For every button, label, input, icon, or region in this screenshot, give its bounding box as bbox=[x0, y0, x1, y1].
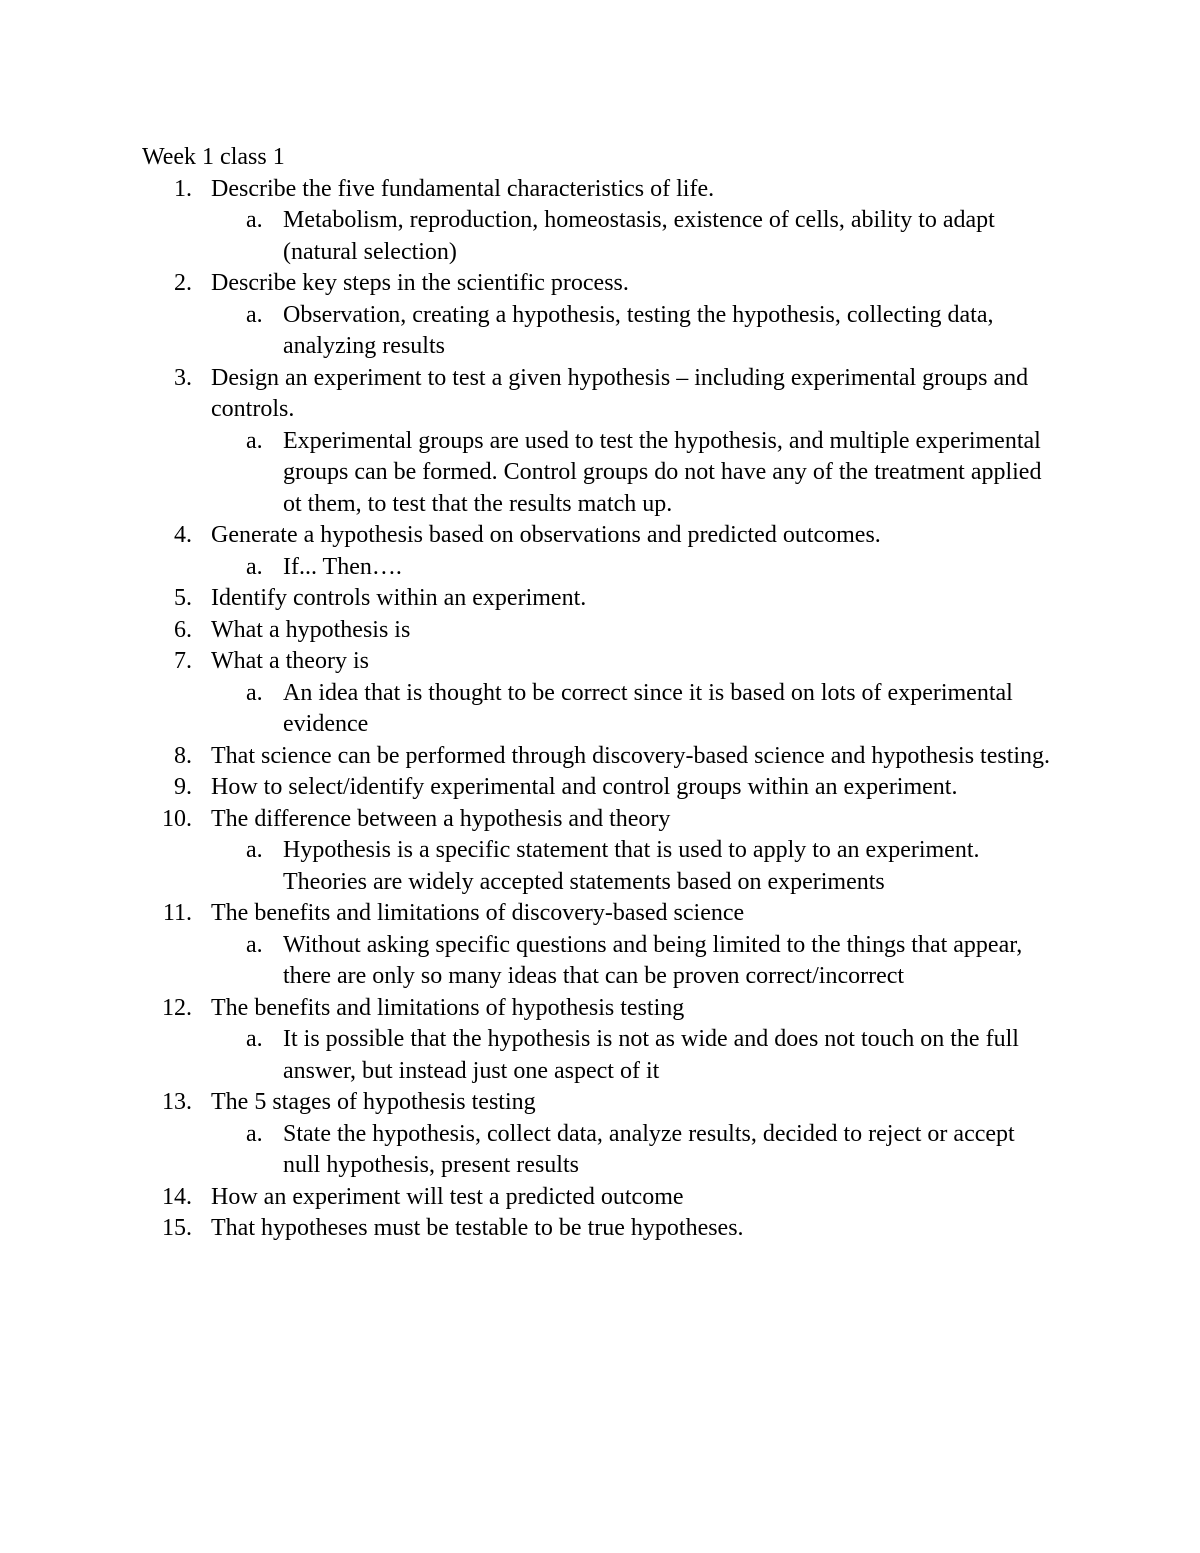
answer-item bbox=[0, 1119, 1200, 1182]
question-list bbox=[0, 174, 1200, 1245]
answer-list bbox=[0, 930, 1200, 993]
question-text: Generate a hypothesis based on observations and predicted outcomes. bbox=[211, 522, 881, 548]
question-number: 4. bbox=[174, 522, 192, 548]
question-text: Design an experiment to test a given hypothesis – including experimental groups and controls. bbox=[211, 364, 1029, 422]
answer-list bbox=[0, 678, 1200, 741]
answer-item bbox=[0, 426, 1200, 521]
answer-text: Metabolism, reproduction, homeostasis, existence of cells, ability to adapt (natural selection) bbox=[283, 207, 995, 265]
question-item bbox=[0, 583, 1200, 615]
question-item bbox=[0, 741, 1200, 773]
question-item bbox=[0, 174, 1200, 269]
answer-item bbox=[0, 930, 1200, 993]
question-text: The 5 stages of hypothesis testing bbox=[211, 1089, 536, 1115]
question-item bbox=[0, 772, 1200, 804]
question-number: 2. bbox=[174, 270, 192, 296]
question-item bbox=[0, 993, 1200, 1088]
question-text: Describe the five fundamental characteristics of life. bbox=[211, 175, 715, 202]
question-number: 8. bbox=[174, 742, 192, 769]
answer-item bbox=[0, 678, 1200, 741]
answer-text: Experimental groups are used to test the hypothesis, and multiple experimental groups can be formed. Control groups do not have any of the treatment applied ot them, to test that the results match up. bbox=[283, 427, 1042, 517]
answer-item bbox=[0, 552, 1200, 584]
answer-text: An idea that is thought to be correct since it is based on lots of experimental evidence bbox=[283, 679, 1013, 737]
question-number: 3. bbox=[174, 364, 192, 391]
question-text: What a theory is bbox=[211, 648, 369, 674]
question-text: How to select/identify experimental and control groups within an experiment. bbox=[211, 774, 958, 800]
question-item bbox=[0, 1087, 1200, 1182]
answer-list bbox=[0, 552, 1200, 584]
answer-text: Without asking specific questions and being limited to the things that appear, there are only so many ideas that can be proven correct/incorrect bbox=[283, 931, 1023, 989]
question-item bbox=[0, 520, 1200, 583]
question-item bbox=[0, 268, 1200, 363]
answer-text: It is possible that the hypothesis is not as wide and does not touch on the full answer, but instead just one aspect of it bbox=[283, 1026, 1019, 1084]
question-number: 14. bbox=[162, 1183, 192, 1210]
question-number: 12. bbox=[162, 994, 192, 1021]
answer-letter: a. bbox=[246, 1026, 263, 1052]
question-item bbox=[0, 646, 1200, 741]
answer-text: If... Then…. bbox=[283, 553, 402, 580]
answer-text: State the hypothesis, collect data, analyze results, decided to reject or accept null hypothesis, present results bbox=[283, 1120, 1015, 1178]
answer-letter: a. bbox=[246, 553, 263, 580]
question-number: 11. bbox=[162, 900, 192, 926]
answer-letter: a. bbox=[246, 207, 263, 233]
question-number: 6. bbox=[174, 616, 192, 643]
question-text: Describe key steps in the scientific process. bbox=[211, 270, 629, 296]
question-text: Identify controls within an experiment. bbox=[211, 585, 587, 611]
answer-letter: a. bbox=[246, 1120, 263, 1147]
question-item bbox=[0, 804, 1200, 899]
answer-list bbox=[0, 835, 1200, 898]
document-title: Week 1 class 1 bbox=[142, 144, 285, 170]
question-number: 10. bbox=[162, 805, 192, 832]
question-item bbox=[0, 1213, 1200, 1245]
question-number: 5. bbox=[174, 585, 192, 611]
question-number: 15. bbox=[162, 1215, 192, 1241]
answer-letter: a. bbox=[246, 837, 263, 863]
answer-letter: a. bbox=[246, 931, 263, 958]
answer-letter: a. bbox=[246, 301, 263, 328]
question-number: 13. bbox=[162, 1089, 192, 1115]
answer-list bbox=[0, 1024, 1200, 1087]
question-text: The benefits and limitations of hypothesis testing bbox=[211, 994, 685, 1021]
answer-list bbox=[0, 426, 1200, 521]
answer-list bbox=[0, 1119, 1200, 1182]
question-text: The difference between a hypothesis and theory bbox=[211, 805, 671, 832]
answer-text: Observation, creating a hypothesis, testing the hypothesis, collecting data, analyzing results bbox=[283, 301, 994, 359]
answer-item bbox=[0, 1024, 1200, 1087]
question-text: The benefits and limitations of discovery-based science bbox=[211, 900, 745, 926]
question-number: 7. bbox=[174, 648, 192, 674]
question-item bbox=[0, 363, 1200, 521]
question-text: How an experiment will test a predicted outcome bbox=[211, 1183, 684, 1210]
answer-list bbox=[0, 205, 1200, 268]
question-item bbox=[0, 1182, 1200, 1214]
question-number: 1. bbox=[174, 175, 192, 202]
answer-list bbox=[0, 300, 1200, 363]
question-text: That hypotheses must be testable to be true hypotheses. bbox=[211, 1215, 744, 1241]
question-text: What a hypothesis is bbox=[211, 616, 411, 643]
question-item bbox=[0, 898, 1200, 993]
question-item bbox=[0, 615, 1200, 647]
answer-item bbox=[0, 835, 1200, 898]
answer-text: Hypothesis is a specific statement that is used to apply to an experiment. Theories are widely accepted statements based on experiments bbox=[283, 837, 980, 895]
answer-item bbox=[0, 300, 1200, 363]
question-text: That science can be performed through discovery-based science and hypothesis testing. bbox=[211, 742, 1051, 769]
answer-item bbox=[0, 205, 1200, 268]
answer-letter: a. bbox=[246, 679, 263, 706]
question-number: 9. bbox=[174, 774, 192, 800]
answer-letter: a. bbox=[246, 427, 263, 454]
